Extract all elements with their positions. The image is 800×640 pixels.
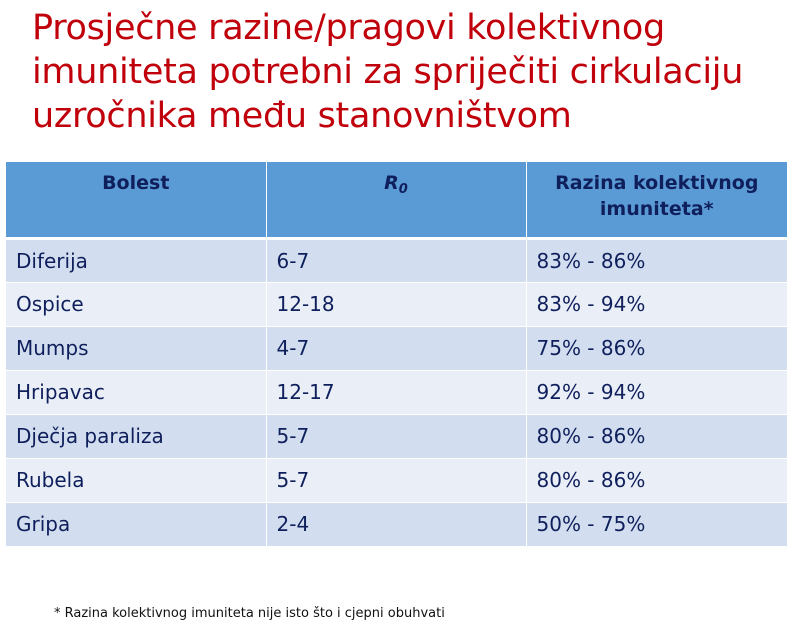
- cell-threshold: 83% - 94%: [526, 282, 787, 326]
- cell-disease: Gripa: [6, 502, 266, 546]
- header-disease: Bolest: [6, 162, 266, 238]
- cell-r0: 5-7: [266, 458, 526, 502]
- header-threshold: Razina kolektivnog imuniteta*: [526, 162, 787, 238]
- cell-threshold: 50% - 75%: [526, 502, 787, 546]
- table-header-row: [6, 162, 787, 238]
- table-row: [6, 414, 787, 458]
- table-row: [6, 282, 787, 326]
- footnote: * Razina kolektivnog imuniteta nije isto što i cjepni obuhvati: [54, 606, 445, 621]
- cell-disease: Hripavac: [6, 370, 266, 414]
- cell-threshold: 80% - 86%: [526, 414, 787, 458]
- table-body: [6, 238, 787, 546]
- cell-disease: Diferija: [6, 238, 266, 282]
- immunity-table: [6, 162, 787, 547]
- cell-r0: 12-18: [266, 282, 526, 326]
- cell-disease: Rubela: [6, 458, 266, 502]
- table-row: [6, 326, 787, 370]
- page-title: Prosječne razine/pragovi kolektivnog imuniteta potrebni za spriječiti cirkulaciju uzročnika među stanovništvom: [32, 8, 744, 136]
- cell-r0: 5-7: [266, 414, 526, 458]
- table-row: [6, 502, 787, 546]
- table-row: [6, 370, 787, 414]
- cell-disease: Mumps: [6, 326, 266, 370]
- cell-threshold: 92% - 94%: [526, 370, 787, 414]
- cell-r0: 2-4: [266, 502, 526, 546]
- cell-threshold: 80% - 86%: [526, 458, 787, 502]
- table-row: [6, 458, 787, 502]
- table-row: [6, 238, 787, 282]
- cell-threshold: 75% - 86%: [526, 326, 787, 370]
- cell-disease: Dječja paraliza: [6, 414, 266, 458]
- header-r0-subscript: 0: [398, 182, 408, 197]
- header-r0-main: R: [384, 172, 399, 194]
- cell-r0: 12-17: [266, 370, 526, 414]
- cell-disease: Ospice: [6, 282, 266, 326]
- cell-threshold: 83% - 86%: [526, 238, 787, 282]
- cell-r0: 4-7: [266, 326, 526, 370]
- cell-r0: 6-7: [266, 238, 526, 282]
- header-r0: [266, 162, 526, 238]
